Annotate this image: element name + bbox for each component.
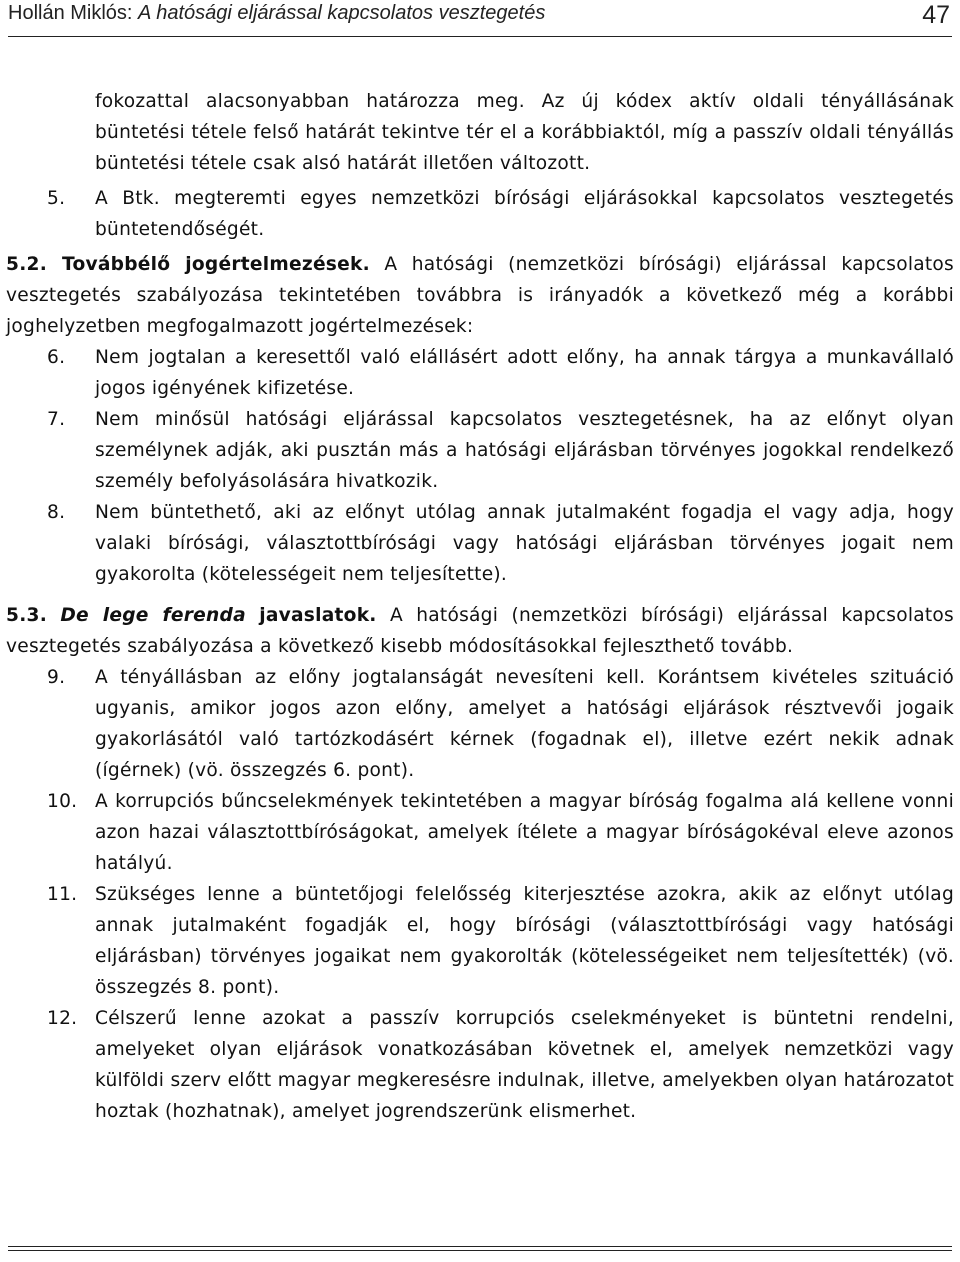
item-number: 11. [47,884,78,905]
page-number: 47 [922,1,950,29]
item-number: 12. [47,1008,78,1029]
section-5-2 [6,249,954,342]
list-item-7 [47,404,954,497]
page-header [8,0,952,37]
item-text: A tényállásban az előny jogtalanságát nevesíteni kell. Korántsem kivételes szituáció ugyanis, amikor jogos azon előny, amelyet a hatósági eljárások résztvevői jogaik gyakorlásától való tartózkodásért kérnek (fogadnak el), illetve ezért nekik adnak (ígérnek) (vö. összegzés 6. pont). [95,667,954,781]
item-text: A Btk. megteremti egyes nemzetközi bírósági eljárásokkal kapcsolatos vesztegetés büntetendőségét. [95,188,954,240]
section-heading: javaslatok. [259,605,377,626]
item-number: 6. [47,347,66,368]
list-item-6 [47,342,954,404]
item-number: 8. [47,502,66,523]
list-item-8 [47,497,954,590]
item-text: Nem minősül hatósági eljárással kapcsolatos vesztegetésnek, ha az előnyt olyan személynek adják, aki pusztán más a hatósági eljárásban törvényes jogokkal rendelkező személy befolyásolására hivatkozik. [95,409,954,492]
item-text: Szükséges lenne a büntetőjogi felelősség kiterjesztése azokra, akik az előnyt utólag annak jutalmaként fogadják el, hogy bírósági (választottbírósági vagy hatósági eljárásban) törvényes jogaikat nem gyakorolták (kötelességeiket nem teljesítették) (vö. összegzés 8. pont). [95,884,954,998]
list-item-9 [47,662,954,786]
list-item-5 [47,183,954,245]
footer-divider [8,1246,952,1251]
item-number: 7. [47,409,66,430]
section-text: A hatósági (nemzetközi bírósági) eljárással kapcsolatos vesztegetés szabályozása a következő kisebb módosításokkal fejleszthető tovább. [6,605,954,657]
section-heading: 5.2. Továbbélő jogértelmezések. [6,254,370,275]
chapter-title: A hatósági eljárással kapcsolatos vesztegetés [138,2,546,24]
intro-paragraph: fokozattal alacsonyabban határozza meg. Az új kódex aktív oldali tényállásának büntetési tétele felső határát tekintve tér el a korábbiaktól, míg a passzív oldali tényállás büntetési tétele csak alsó határát illetően változott. [95,91,954,174]
item-text: Nem büntethető, aki az előnyt utólag annak jutalmaként fogadja el vagy adja, hogy valaki bírósági, választottbírósági vagy hatósági eljárásban törvényes jogait nem gyakorolta (kötelességeit nem teljesítette). [95,502,954,585]
item-number: 5. [47,188,66,209]
section-text: A hatósági (nemzetközi bírósági) eljárással kapcsolatos vesztegetés szabályozása tekintetében továbbra is irányadók a következő még a korábbi joghelyzetben megfogalmazott jogértelmezések: [6,254,954,337]
item-text: Nem jogtalan a keresettől való elállásért adott előny, ha annak tárgya a munkavállaló jogos igényének kifizetése. [95,347,954,399]
author-name: Hollán Miklós: [8,2,139,24]
list-item-11 [47,879,954,1003]
section-5-3 [6,600,954,662]
item-number: 9. [47,667,66,688]
page-body [0,86,960,1127]
section-number: 5.3. [6,605,48,626]
list-item-10 [47,786,954,879]
item-text: A korrupciós bűncselekmények tekintetében a magyar bíróság fogalma alá kellene vonni azon hazai választottbíróságokat, amelyek ítélete a magyar bíróságokéval eleve azonos hatályú. [95,791,954,874]
running-title [8,2,545,25]
section-heading-italic: De lege ferenda [60,605,246,626]
item-text: Célszerű lenne azokat a passzív korrupciós cselekményeket is büntetni rendelni, amelyeket olyan eljárások vonatkozásában követnek el, amelyek nemzetközi vagy külföldi szerv előtt magyar megkeresésre indulnak, illetve, amelyekben olyan határozatot hoztak (hozhatnak), amelyet jogrendszerünk elismerhet. [95,1008,954,1122]
item-number: 10. [47,791,78,812]
list-item-12 [47,1003,954,1127]
